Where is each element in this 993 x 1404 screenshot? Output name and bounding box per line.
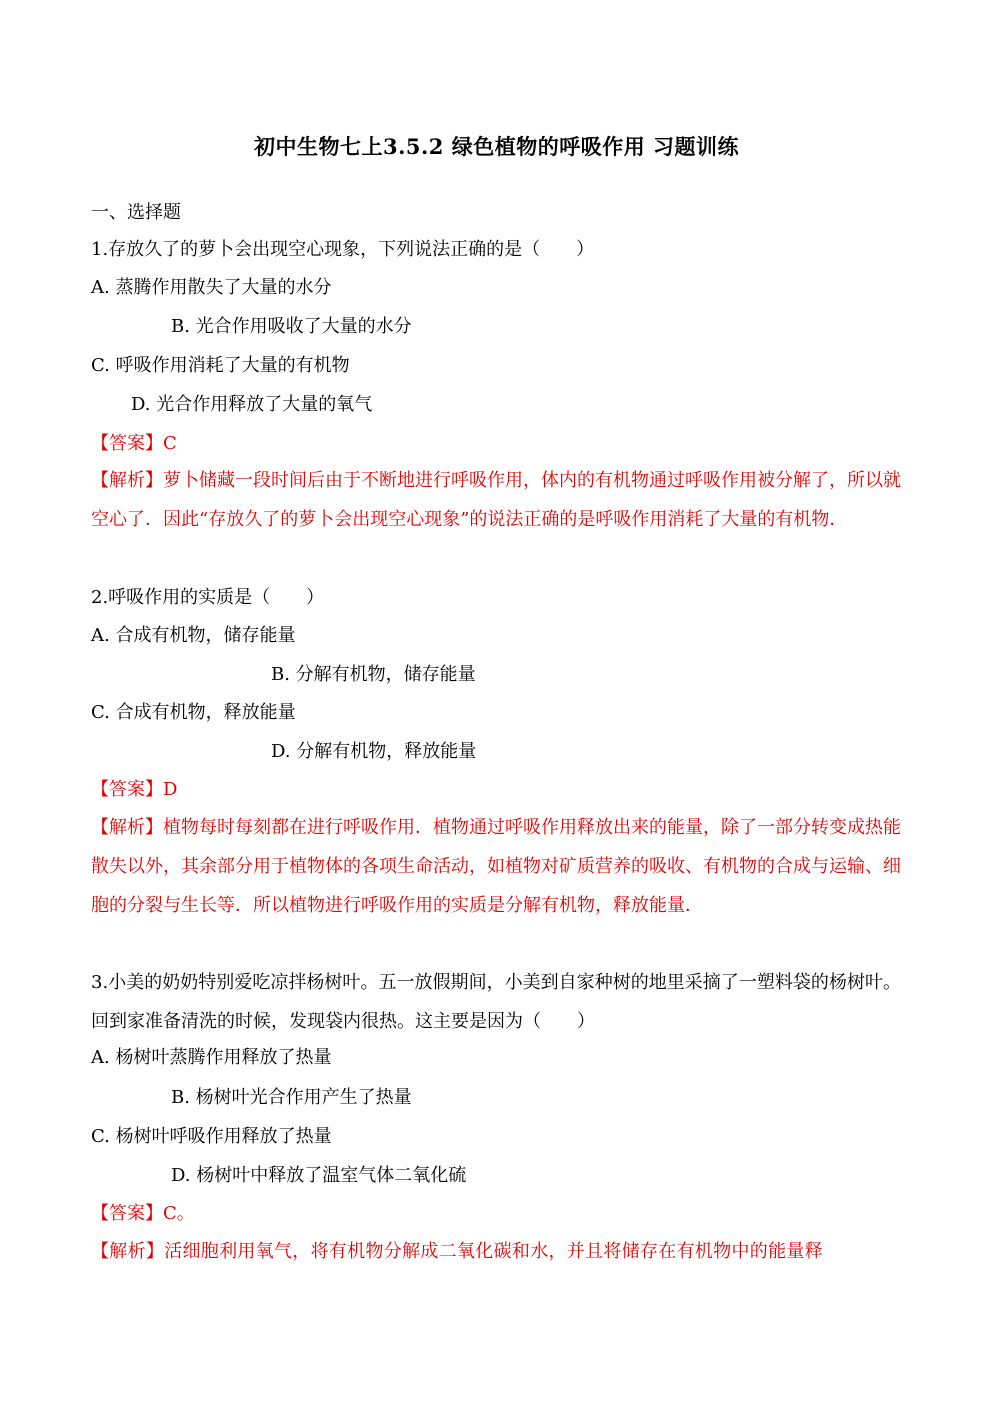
question-3-option-a: A. 杨树叶蒸腾作用释放了热量: [91, 1047, 332, 1068]
question-3-answer: 【答案】C。: [91, 1203, 195, 1224]
question-2-option-b: B. 分解有机物，储存能量: [271, 664, 476, 685]
question-3-option-d: D. 杨树叶中释放了温室气体二氧化硫: [171, 1165, 467, 1186]
question-1-answer: 【答案】C: [91, 433, 177, 454]
question-1-option-b: B. 光合作用吸收了大量的水分: [171, 316, 412, 337]
question-1-stem: 1.存放久了的萝卜会出现空心现象，下列说法正确的是（ ）: [91, 239, 595, 260]
question-2-option-c: C. 合成有机物，释放能量: [91, 702, 296, 723]
question-2-answer: 【答案】D: [91, 779, 178, 800]
question-2-analysis: 【解析】植物每时每刻都在进行呼吸作用．植物通过呼吸作用释放出来的能量，除了一部分转变成热能散失以外，其余部分用于植物体的各项生命活动，如植物对矿质营养的吸收、有机物的合成与运输、细胞的分裂与生长等．所以植物进行呼吸作用的实质是分解有机物，释放能量．: [91, 817, 901, 916]
question-2-option-d: D. 分解有机物，释放能量: [271, 741, 477, 762]
section-heading: 一、选择题: [91, 202, 181, 223]
question-3-option-c: C. 杨树叶呼吸作用释放了热量: [91, 1126, 332, 1147]
question-3-option-b: B. 杨树叶光合作用产生了热量: [171, 1087, 412, 1108]
question-1-option-d: D. 光合作用释放了大量的氧气: [131, 394, 373, 415]
question-1-option-c: C. 呼吸作用消耗了大量的有机物: [91, 355, 350, 376]
question-1-option-a: A. 蒸腾作用散失了大量的水分: [91, 277, 332, 298]
document-title: 初中生物七上3.5.2 绿色植物的呼吸作用 习题训练: [253, 134, 740, 159]
question-2-option-a: A. 合成有机物，储存能量: [91, 625, 296, 646]
question-2-stem: 2.呼吸作用的实质是（ ）: [91, 587, 325, 608]
question-3-analysis: 【解析】活细胞利用氧气，将有机物分解成二氧化碳和水，并且将储存在有机物中的能量释: [91, 1241, 823, 1262]
question-3-stem: 3.小美的奶奶特别爱吃凉拌杨树叶。五一放假期间，小美到自家种树的地里采摘了一塑料袋的杨树叶。回到家准备清洗的时候，发现袋内很热。这主要是因为（ ）: [91, 972, 901, 1032]
question-1-analysis: 【解析】萝卜储藏一段时间后由于不断地进行呼吸作用，体内的有机物通过呼吸作用被分解了，所以就空心了．因此“存放久了的萝卜会出现空心现象”的说法正确的是呼吸作用消耗了大量的有机物．: [91, 470, 901, 530]
